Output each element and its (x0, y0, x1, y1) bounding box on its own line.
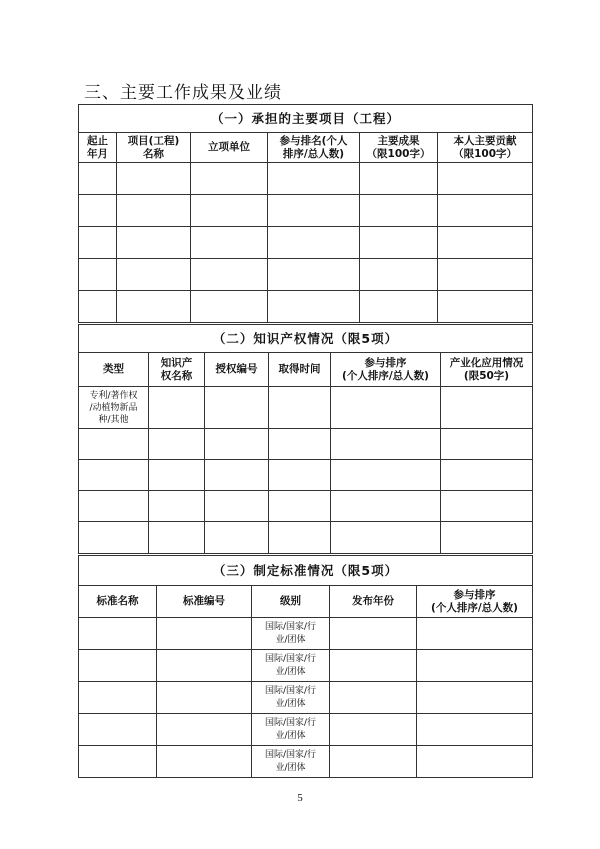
table-cell[interactable] (191, 291, 268, 323)
table-cell[interactable] (330, 682, 417, 714)
table-cell[interactable] (268, 163, 360, 195)
table-cell[interactable] (269, 387, 331, 429)
projects-table (78, 104, 533, 323)
table-row (79, 429, 533, 460)
table-cell[interactable] (417, 746, 533, 778)
table-cell[interactable] (79, 195, 117, 227)
table-cell[interactable] (360, 195, 438, 227)
table-cell[interactable] (269, 522, 331, 554)
level-options[interactable]: 国际/国家/行 业/团体 (252, 714, 330, 746)
table-cell[interactable] (441, 491, 533, 522)
level-options[interactable]: 国际/国家/行 业/团体 (252, 682, 330, 714)
col-grant-number-header: 授权编号 (205, 353, 269, 387)
ip-section-title: （二）知识产权情况（限5项） (79, 325, 533, 353)
table-row (79, 195, 533, 227)
col-standard-name-header: 标准名称 (79, 586, 157, 618)
table-row (79, 714, 533, 746)
table-cell[interactable] (331, 491, 441, 522)
page-number: 5 (297, 792, 303, 804)
table-cell[interactable] (149, 522, 205, 554)
table-cell[interactable] (441, 460, 533, 491)
table-cell[interactable] (117, 227, 191, 259)
table-cell[interactable] (79, 227, 117, 259)
ip-table (78, 324, 533, 554)
table-row (79, 291, 533, 323)
col-publish-year-header: 发布年份 (330, 586, 417, 618)
table-cell[interactable] (268, 227, 360, 259)
table-cell[interactable] (149, 460, 205, 491)
table-cell[interactable] (157, 682, 252, 714)
table-cell[interactable] (79, 163, 117, 195)
table-row (79, 460, 533, 491)
table-cell[interactable] (117, 163, 191, 195)
table-cell[interactable] (417, 650, 533, 682)
table-cell[interactable] (269, 460, 331, 491)
table-cell[interactable] (441, 429, 533, 460)
table-cell[interactable] (205, 387, 269, 429)
table-cell[interactable] (438, 259, 533, 291)
table-cell[interactable] (205, 522, 269, 554)
table-cell[interactable] (417, 682, 533, 714)
table-cell[interactable] (331, 429, 441, 460)
table-cell[interactable] (331, 387, 441, 429)
level-options[interactable]: 国际/国家/行 业/团体 (252, 618, 330, 650)
table-cell[interactable] (191, 259, 268, 291)
level-options[interactable]: 国际/国家/行 业/团体 (252, 650, 330, 682)
table-cell[interactable] (360, 291, 438, 323)
standards-section-title: （三）制定标准情况（限5项） (79, 556, 533, 586)
table-cell[interactable] (79, 714, 157, 746)
table-cell[interactable] (438, 195, 533, 227)
table-cell[interactable] (79, 650, 157, 682)
table-cell[interactable] (191, 195, 268, 227)
col-rank-header: 参与排名(个人 排序/总人数) (268, 133, 360, 163)
col-results-header: 主要成果 （限100字） (360, 133, 438, 163)
table-cell[interactable] (117, 195, 191, 227)
table-cell[interactable] (438, 291, 533, 323)
table-cell[interactable] (79, 491, 149, 522)
table-cell[interactable] (149, 429, 205, 460)
col-level-header: 级别 (252, 586, 330, 618)
table-cell[interactable] (441, 522, 533, 554)
table-row (79, 618, 533, 650)
table-cell[interactable] (149, 387, 205, 429)
col-type-header: 类型 (79, 353, 149, 387)
table-row (79, 387, 533, 429)
standards-table (78, 555, 533, 778)
table-cell[interactable] (268, 291, 360, 323)
table-cell[interactable] (360, 163, 438, 195)
table-cell[interactable] (360, 259, 438, 291)
table-cell[interactable] (331, 522, 441, 554)
col-ip-name-header: 知识产 权名称 (149, 353, 205, 387)
table-cell[interactable] (149, 491, 205, 522)
table-cell[interactable] (330, 618, 417, 650)
table-cell[interactable] (205, 429, 269, 460)
table-cell[interactable] (79, 746, 157, 778)
table-cell[interactable] (438, 163, 533, 195)
table-row (79, 650, 533, 682)
table-cell[interactable] (205, 460, 269, 491)
table-cell[interactable] (117, 291, 191, 323)
table-cell[interactable] (191, 163, 268, 195)
col-standard-rank-header: 参与排序 (个人排序/总人数) (417, 586, 533, 618)
table-row (79, 259, 533, 291)
table-cell[interactable] (157, 618, 252, 650)
table-cell[interactable] (79, 429, 149, 460)
table-cell[interactable] (191, 227, 268, 259)
table-cell[interactable] (330, 650, 417, 682)
table-cell[interactable] (79, 522, 149, 554)
col-contribution-header: 本人主要贡献 （限100字） (438, 133, 533, 163)
table-row (79, 227, 533, 259)
table-cell[interactable] (269, 429, 331, 460)
col-period-header: 起止 年月 (79, 133, 117, 163)
col-ip-rank-header: 参与排序 (个人排序/总人数) (331, 353, 441, 387)
projects-section-title: （一）承担的主要项目（工程） (79, 105, 533, 133)
table-cell[interactable] (79, 460, 149, 491)
table-cell[interactable] (205, 491, 269, 522)
table-cell[interactable] (157, 746, 252, 778)
col-industrial-use-header: 产业化应用情况 (限50字) (441, 353, 533, 387)
table-cell[interactable] (79, 618, 157, 650)
ip-type-hint[interactable]: 专利/著作权 /动植物新品 种/其他 (79, 387, 149, 429)
col-approving-unit-header: 立项单位 (191, 133, 268, 163)
table-cell[interactable] (331, 460, 441, 491)
col-project-name-header: 项目(工程) 名称 (117, 133, 191, 163)
table-cell[interactable] (330, 714, 417, 746)
table-cell[interactable] (268, 195, 360, 227)
table-cell[interactable] (438, 227, 533, 259)
level-options[interactable]: 国际/国家/行 业/团体 (252, 746, 330, 778)
table-cell[interactable] (79, 291, 117, 323)
table-cell[interactable] (360, 227, 438, 259)
table-cell[interactable] (441, 387, 533, 429)
table-cell[interactable] (79, 259, 117, 291)
table-cell[interactable] (269, 491, 331, 522)
table-cell[interactable] (417, 618, 533, 650)
table-cell[interactable] (117, 259, 191, 291)
col-standard-number-header: 标准编号 (157, 586, 252, 618)
col-obtained-time-header: 取得时间 (269, 353, 331, 387)
table-row (79, 682, 533, 714)
table-cell[interactable] (268, 259, 360, 291)
table-cell[interactable] (330, 746, 417, 778)
table-row (79, 522, 533, 554)
table-cell[interactable] (79, 682, 157, 714)
table-row (79, 746, 533, 778)
page-title: 三、主要工作成果及业绩 (84, 83, 282, 103)
table-row (79, 163, 533, 195)
table-cell[interactable] (157, 714, 252, 746)
table-cell[interactable] (417, 714, 533, 746)
table-cell[interactable] (157, 650, 252, 682)
table-row (79, 491, 533, 522)
